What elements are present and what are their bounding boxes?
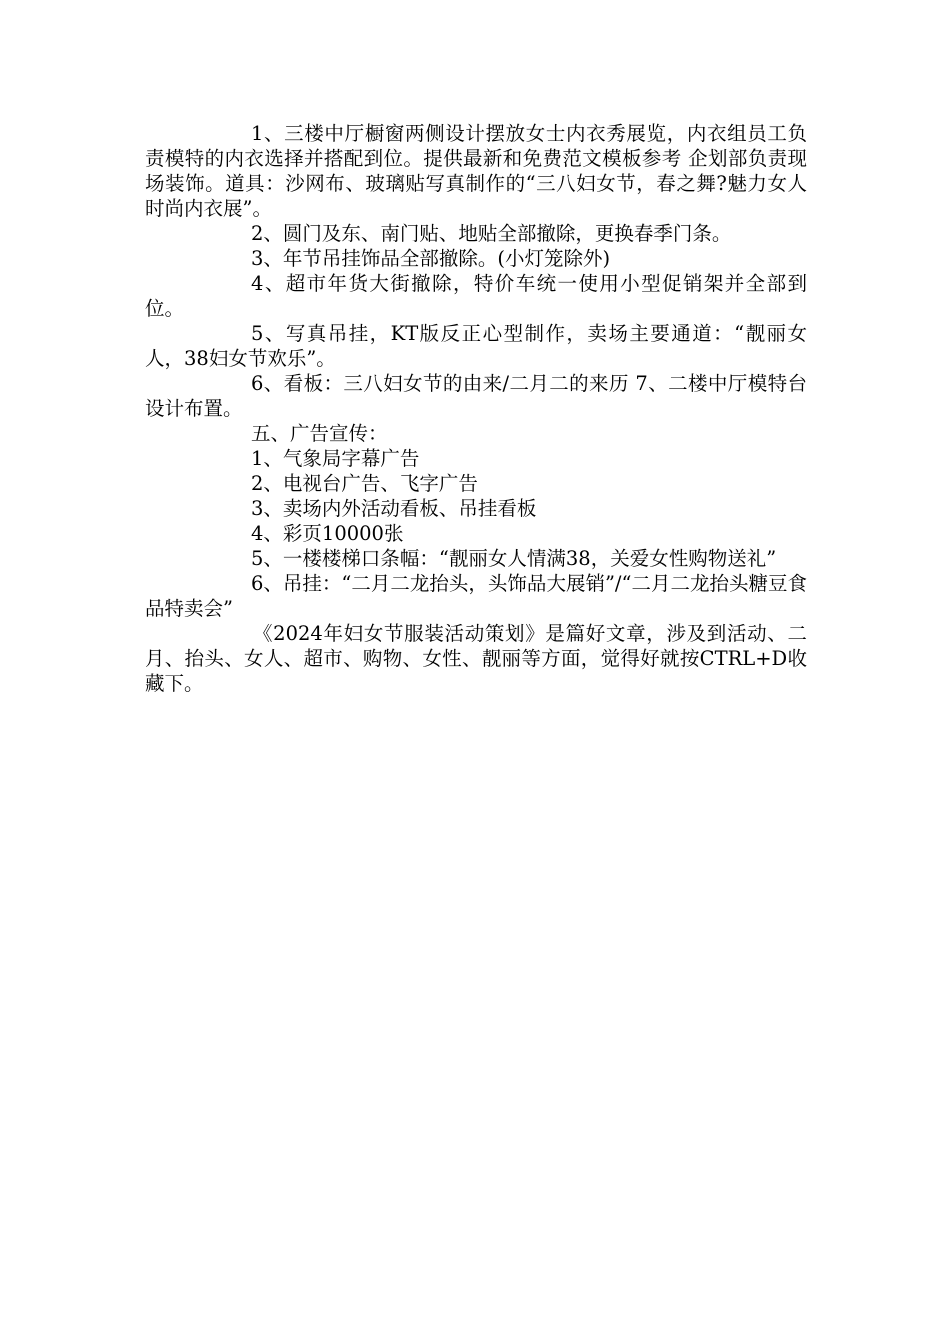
paragraph-hanging-decor: 3、年节吊挂饰品全部撤除。(小灯笼除外) (251, 247, 611, 270)
paragraph-door-stickers: 2、圆门及东、南门贴、地贴全部撤除，更换春季门条。 (251, 222, 732, 245)
paragraph-display-board: 6、看板：三八妇女节的由来/二月二的来历 7、二楼中厅模特台设计布置。 (145, 372, 807, 420)
ad-item-banner: 5、一楼楼梯口条幅：“靓丽女人情满38，关爱女性购物送礼” (251, 547, 777, 570)
paragraph-window-display: 1、三楼中厅橱窗两侧设计摆放女士内衣秀展览，内衣组员工负责模特的内衣选择并搭配到位。提供最新和免费范文模板参考 企划部负责现场装饰。道具：沙网布、玻璃贴写真制作的“三八妇女节，春之舞?魅力女人时尚内衣展”。 (145, 122, 807, 220)
document-body (145, 121, 807, 696)
ad-item-weather: 1、气象局字幕广告 (251, 447, 420, 470)
ad-item-flyers: 4、彩页10000张 (251, 522, 404, 545)
paragraph-supermarket-street: 4、超市年货大街撤除，特价车统一使用小型促销架并全部到位。 (145, 272, 807, 320)
ad-item-tv: 2、电视台广告、飞字广告 (251, 472, 478, 495)
section-heading-advertising: 五、广告宣传： (251, 422, 388, 445)
ad-item-boards: 3、卖场内外活动看板、吊挂看板 (251, 497, 537, 520)
paragraph-photo-hanging: 5、写真吊挂，KT版反正心型制作，卖场主要通道：“靓丽女人，38妇女节欢乐”。 (145, 322, 807, 370)
closing-paragraph: 《2024年妇女节服装活动策划》是篇好文章，涉及到活动、二月、抬头、女人、超市、购物、女性、靓丽等方面，觉得好就按CTRL+D收藏下。 (145, 622, 807, 695)
ad-item-hanging: 6、吊挂：“二月二龙抬头，头饰品大展销”/“二月二龙抬头糖豆食品特卖会” (145, 572, 807, 620)
